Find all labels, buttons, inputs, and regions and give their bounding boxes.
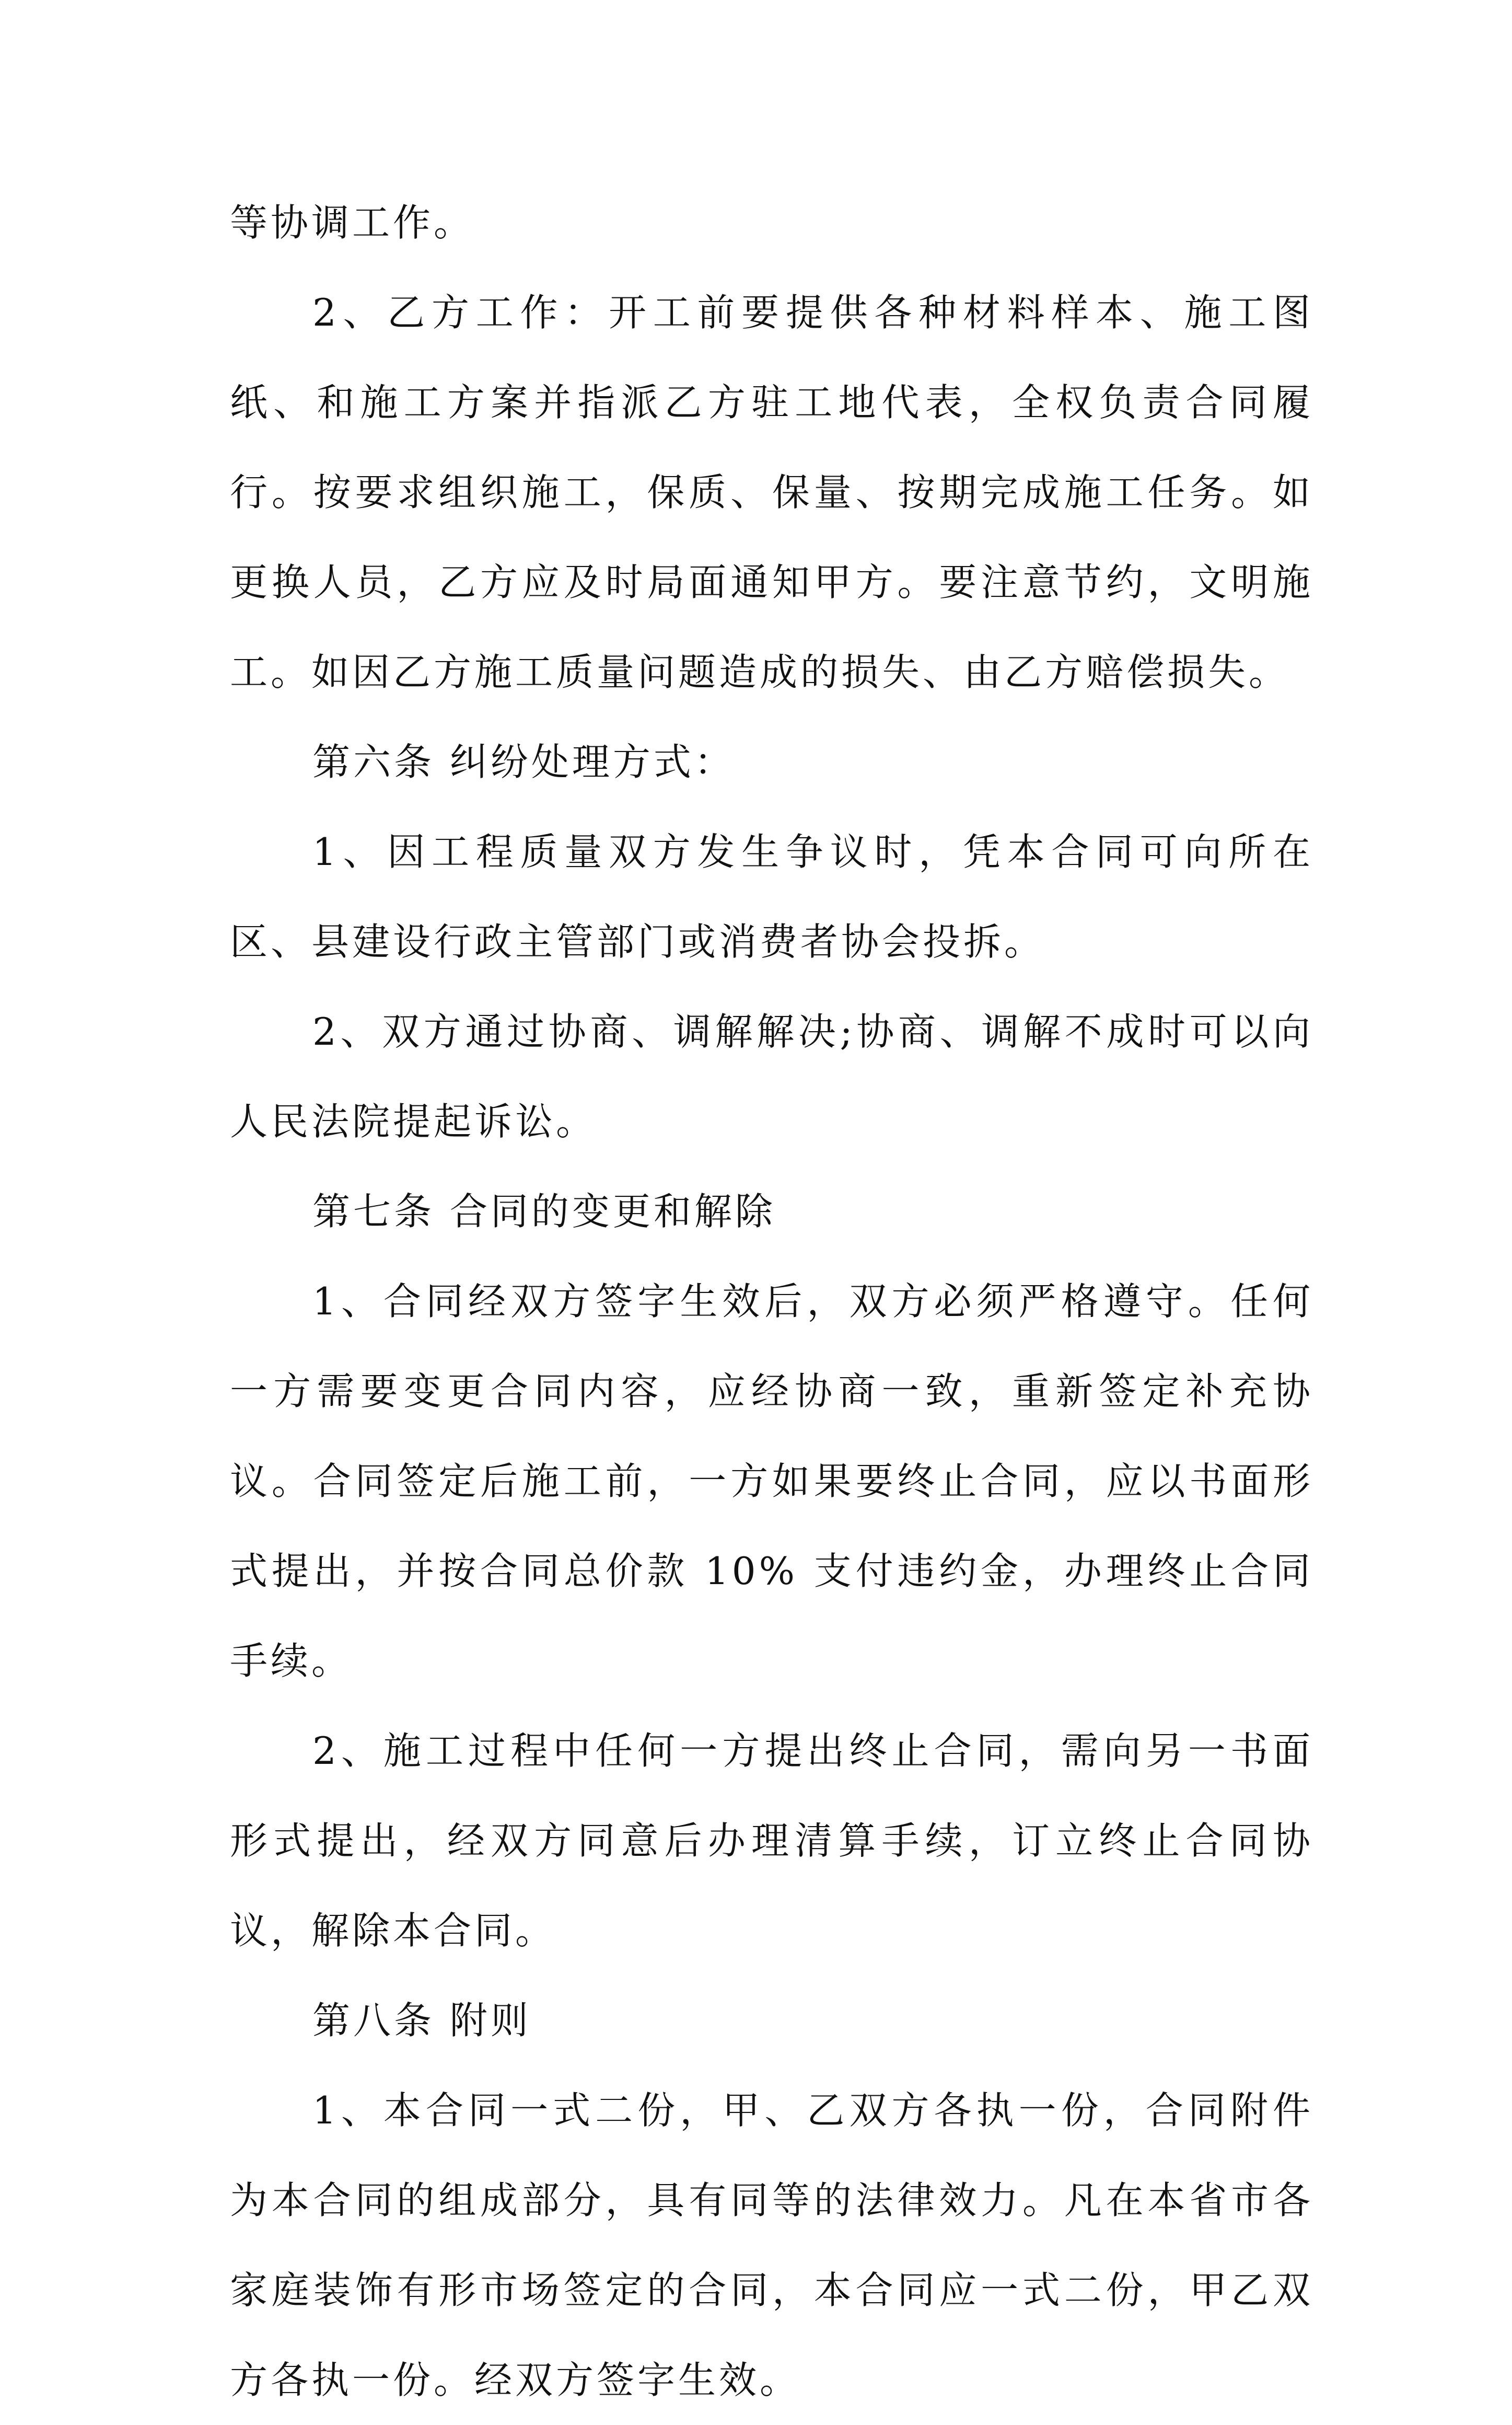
paragraph-continuation: 等协调工作。 [230, 201, 475, 245]
heading-article-8: 第八条 附则 [312, 1999, 531, 2042]
heading-article-6: 第六条 纠纷处理方式： [312, 740, 735, 784]
paragraph-change-1: 1、合同经双方签字生效后，双方必须严格遵守。任何一方需要变更合同内容，应经协商一致，重新签定补充协议。合同签定后施工前，一方如果要终止合同，应以书面形式提出，并按合同总价款 10% 支付违约金，办理终止合同手续。 [230, 1279, 1313, 1683]
paragraph-dispute-1: 1、因工程质量双方发生争议时，凭本合同可向所在区、县建设行政主管部门或消费者协会投拆。 [230, 830, 1313, 964]
heading-article-7: 第七条 合同的变更和解除 [312, 1190, 776, 1233]
paragraph-dispute-2: 2、双方通过协商、调解解决;协商、调解不成时可以向人民法院提起诉讼。 [230, 1010, 1313, 1144]
document-body [230, 178, 1313, 2425]
paragraph-appendix-1: 1、本合同一式二份，甲、乙双方各执一份，合同附件为本合同的组成部分，具有同等的法律效力。凡在本省市各家庭装饰有形市场签定的合同，本合同应一式二份，甲乙双方各执一份。经双方签字生效。 [230, 2088, 1313, 2402]
paragraph-party-b-work: 2、乙方工作：开工前要提供各种材料样本、施工图纸、和施工方案并指派乙方驻工地代表，全权负责合同履行。按要求组织施工，保质、保量、按期完成施工任务。如更换人员，乙方应及时局面通知甲方。要注意节约，文明施工。如因乙方施工质量问题造成的损失、由乙方赔偿损失。 [230, 291, 1313, 694]
paragraph-change-2: 2、施工过程中任何一方提出终止合同，需向另一书面形式提出，经双方同意后办理清算手续，订立终止合同协议，解除本合同。 [230, 1729, 1313, 1953]
